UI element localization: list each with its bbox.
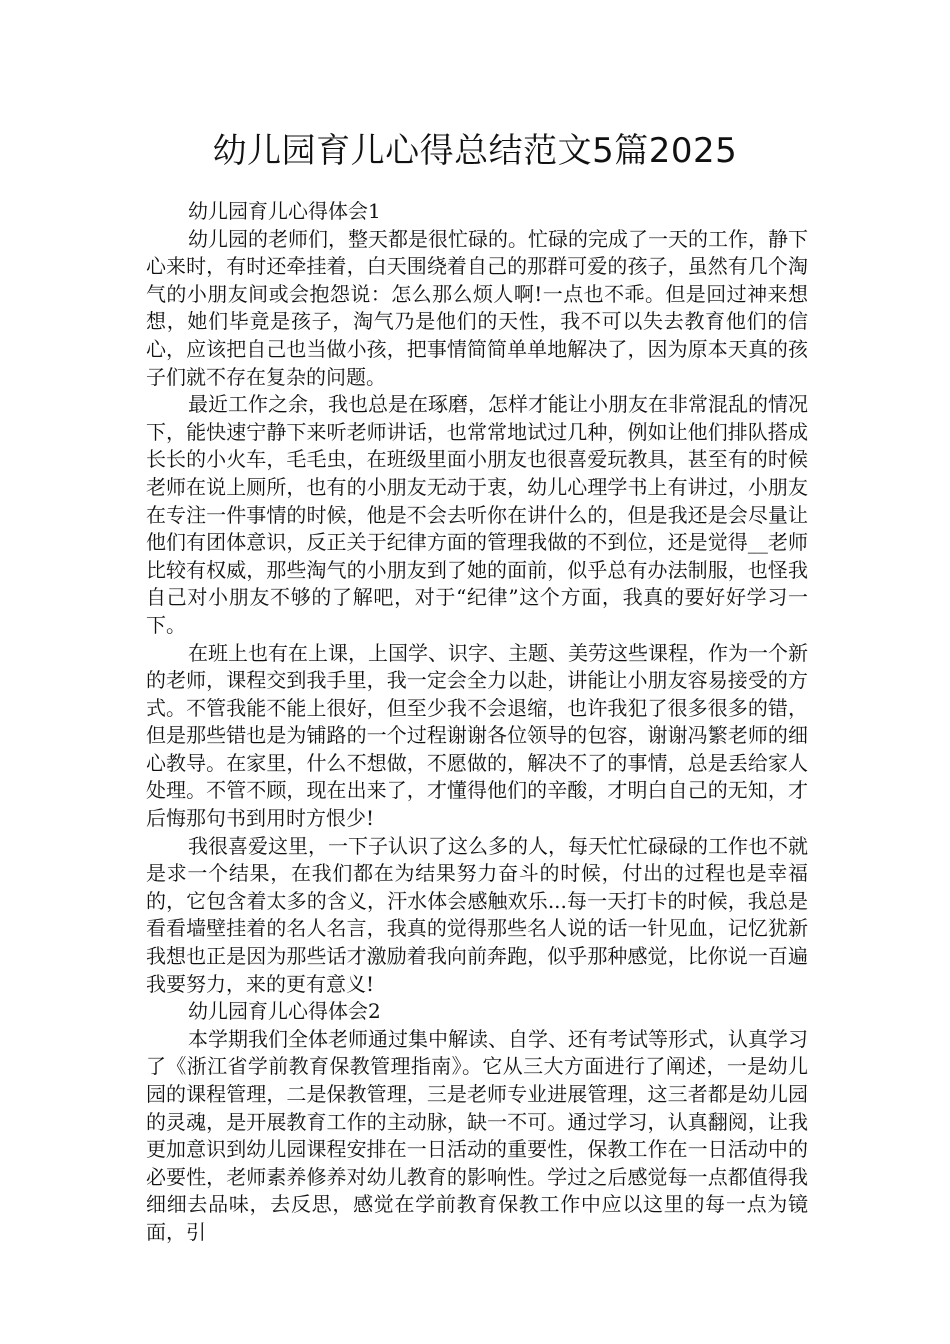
document-body: [146, 198, 808, 1247]
paragraph: 我很喜爱这里，一下子认识了这么多的人，每天忙忙碌碌的工作也不就是求一个结果，在我们都在为结果努力奋斗的时候，付出的过程也是幸福的，它包含着太多的含义，汗水体会感触欢乐...每一天打卡的时候，我总是看看墙壁挂着的名人名言，我真的觉得那些名人说的话一针见血，记忆犹新我想也正是因为那些话才激励着我向前奔跑，似乎那种感觉，比你说一百遍我要努力，来的更有意义!: [146, 833, 808, 996]
paragraph: 最近工作之余，我也总是在琢磨，怎样才能让小朋友在非常混乱的情况下，能快速宁静下来听老师讲话，也常常地试过几种，例如让他们排队搭成长长的小火车，毛毛虫，在班级里面小朋友也很喜爱玩教具，甚至有的时候老师在说上厕所，也有的小朋友无动于衷，幼儿心理学书上有讲过，小朋友在专注一件事情的时候，他是不会去听你在讲什么的，但是我还是会尽量让他们有团体意识，反正关于纪律方面的管理我做的不到位，还是觉得__老师比较有权威，那些淘气的小朋友到了她的面前，似乎总有办法制服，也怪我自己对小朋友不够的了解吧，对于“纪律”这个方面，我真的要好好学习一下。: [146, 392, 808, 637]
section-heading-2: 幼儿园育儿心得体会2: [188, 999, 381, 1024]
section-heading-1: 幼儿园育儿心得体会1: [188, 199, 381, 223]
document-title: 幼儿园育儿心得总结范文5篇2025: [212, 131, 738, 171]
paragraph: 在班上也有在上课，上国学、识字、主题、美劳这些课程，作为一个新的老师，课程交到我手里，我一定会全力以赴，讲能让小朋友容易接受的方式。不管我能不能上很好，但至少我不会退缩，也许我犯了很多很多的错，但是那些错也是为铺路的一个过程谢谢各位领导的包容，谢谢冯繁老师的细心教导。在家里，什么不想做，不愿做的，解决不了的事情，总是丢给家人处理。不管不顾，现在出来了，才懂得他们的辛酸，才明白自己的无知，才后悔那句书到用时方恨少!: [146, 640, 808, 831]
paragraph: 本学期我们全体老师通过集中解读、自学、还有考试等形式，认真学习了《浙江省学前教育保教管理指南》。它从三大方面进行了阐述，一是幼儿园的课程管理，二是保教管理，三是老师专业进展管理，这三者都是幼儿园的灵魂，是开展教育工作的主动脉，缺一不可。通过学习，认真翻阅，让我更加意识到幼儿园课程安排在一日活动的重要性，保教工作在一日活动中的必要性，老师素养修养对幼儿教育的影响性。学过之后感觉每一点都值得我细细去品味，去反思，感觉在学前教育保教工作中应以这里的每一点为镜面，引: [146, 1026, 808, 1244]
paragraph: 幼儿园的老师们，整天都是很忙碌的。忙碌的完成了一天的工作，静下心来时，有时还牵挂着，白天围绕着自己的那群可爱的孩子，虽然有几个淘气的小朋友间或会抱怨说：怎么那么烦人啊!一点也不乖。但是回过神来想想，她们毕竟是孩子，淘气乃是他们的天性，我不可以失去教育他们的信心，应该把自己也当做小孩，把事情简简单单地解决了，因为原本天真的孩子们就不存在复杂的问题。: [146, 226, 808, 389]
